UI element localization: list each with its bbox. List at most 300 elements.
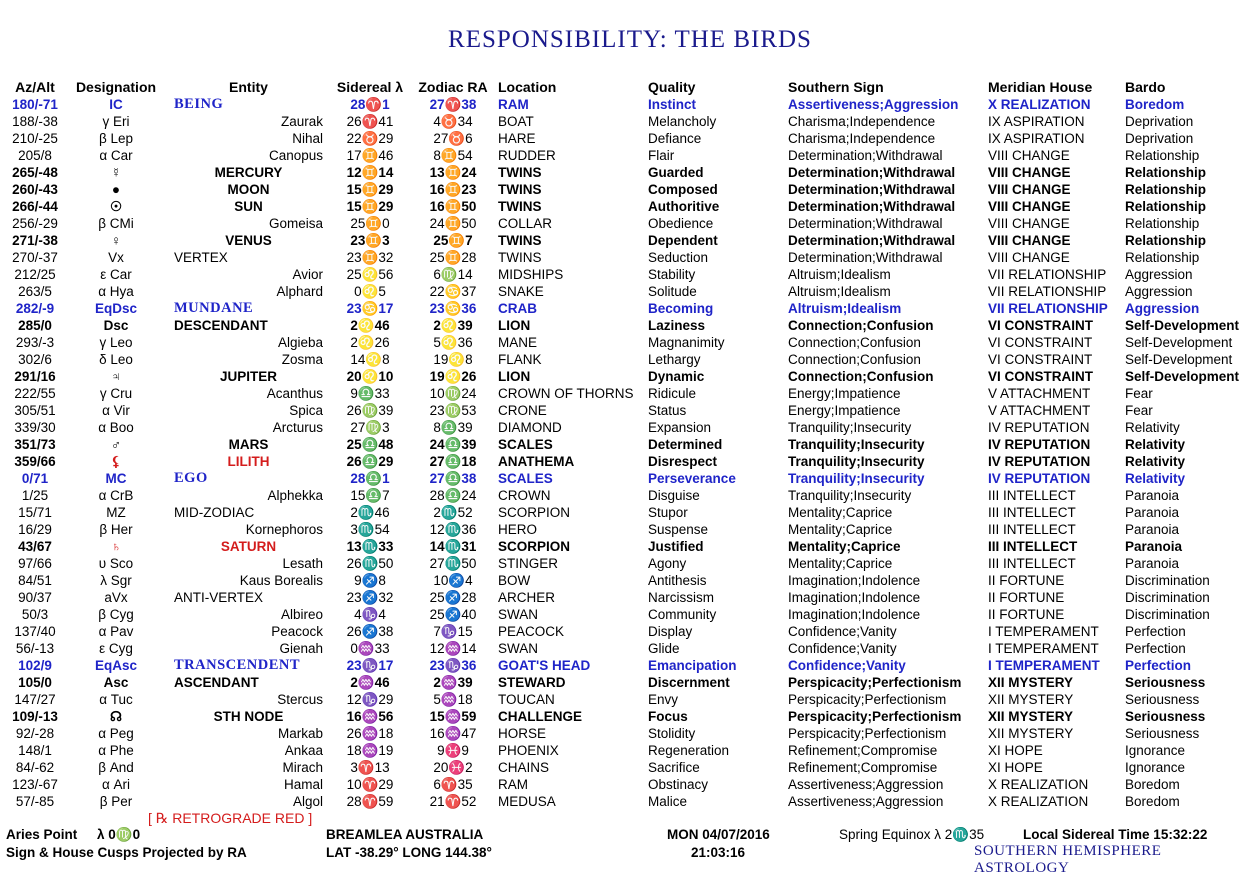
entity-cell: VERTEX	[174, 250, 228, 265]
table-body	[0, 96, 1260, 810]
location-cell: CRONE	[498, 403, 547, 418]
entity-cell: Gienah	[279, 641, 323, 656]
entity-cell: Peacock	[271, 624, 323, 639]
bardo-cell: Relationship	[1125, 199, 1207, 214]
sidereal-cell: 26♏50	[346, 556, 394, 571]
southern-sign-cell: Perspicacity;Perfectionism	[788, 709, 962, 724]
entity-cell: SATURN	[220, 539, 277, 554]
zodiac-ra-cell: 2♏52	[433, 505, 473, 520]
entity-cell: Albireo	[280, 607, 323, 622]
designation-cell: Dsc	[103, 318, 129, 333]
sidereal-cell: 28♎1	[350, 471, 390, 486]
sidereal-cell: 25♎48	[346, 437, 394, 452]
quality-cell: Narcissism	[648, 590, 714, 605]
chart-date: MON 04/07/2016	[667, 827, 770, 842]
bardo-cell: Aggression	[1125, 267, 1193, 282]
table-row	[0, 759, 1260, 776]
entity-cell: Ankaa	[284, 743, 323, 758]
az-alt-cell: 92/-28	[15, 726, 55, 741]
table-row	[0, 198, 1260, 215]
entity-cell: ANTI-VERTEX	[174, 590, 264, 605]
bardo-cell: Discrimination	[1125, 573, 1210, 588]
location-cell: LION	[498, 318, 531, 333]
southern-sign-cell: Altruism;Idealism	[788, 267, 891, 282]
table-row	[0, 215, 1260, 232]
southern-sign-cell: Altruism;Idealism	[788, 284, 891, 299]
table-row	[0, 623, 1260, 640]
southern-sign-cell: Determination;Withdrawal	[788, 233, 956, 248]
sidereal-cell: 12♊14	[346, 165, 394, 180]
sidereal-cell: 27♍3	[350, 420, 390, 435]
designation-cell: β Her	[99, 522, 133, 537]
designation-cell: β Cyg	[98, 607, 134, 622]
location-cell: TWINS	[498, 250, 542, 265]
az-alt-cell: 212/25	[14, 267, 56, 282]
table-row	[0, 402, 1260, 419]
table-row	[0, 249, 1260, 266]
table-row	[0, 96, 1260, 113]
entity-cell: Kornephoros	[245, 522, 323, 537]
location-cell: BOAT	[498, 114, 534, 129]
quality-cell: Seduction	[648, 250, 709, 265]
bardo-cell: Relativity	[1125, 437, 1186, 452]
quality-cell: Status	[648, 403, 687, 418]
entity-cell: Lesath	[282, 556, 323, 571]
quality-cell: Community	[648, 607, 717, 622]
location-cell: CHALLENGE	[498, 709, 582, 724]
zodiac-ra-cell: 10♐4	[433, 573, 473, 588]
location-cell: SCALES	[498, 471, 553, 486]
table-row	[0, 113, 1260, 130]
meridian-house-cell: I TEMPERAMENT	[988, 641, 1099, 656]
location-cell: SCALES	[498, 437, 553, 452]
designation-cell: α Vir	[102, 403, 130, 418]
meridian-house-cell: II FORTUNE	[988, 573, 1065, 588]
az-alt-cell: 210/-25	[12, 131, 58, 146]
quality-cell: Justified	[648, 539, 704, 554]
quality-cell: Flair	[648, 148, 675, 163]
zodiac-ra-cell: 16♊50	[429, 199, 477, 214]
location-cell: CHAINS	[498, 760, 550, 775]
bardo-cell: Deprivation	[1125, 131, 1194, 146]
designation-cell: β Per	[99, 794, 133, 809]
quality-cell: Lethargy	[648, 352, 701, 367]
location-cell: RUDDER	[498, 148, 556, 163]
col-southern-sign-header: Southern Sign	[788, 79, 884, 95]
sidereal-cell: 26♒18	[346, 726, 394, 741]
bardo-cell: Discrimination	[1125, 607, 1210, 622]
southern-sign-cell: Connection;Confusion	[788, 335, 921, 350]
zodiac-ra-cell: 28♎24	[429, 488, 477, 503]
bardo-cell: Discrimination	[1125, 590, 1210, 605]
quality-cell: Dynamic	[648, 369, 705, 384]
page-title: RESPONSIBILITY: THE BIRDS	[448, 26, 812, 53]
designation-cell: MZ	[106, 505, 126, 520]
designation-cell: α Hya	[98, 284, 134, 299]
sidereal-cell: 20♌10	[346, 369, 394, 384]
zodiac-ra-cell: 13♊24	[429, 165, 477, 180]
sidereal-cell: 14♌8	[350, 352, 390, 367]
designation-cell: α Pav	[98, 624, 134, 639]
az-alt-cell: 351/73	[14, 437, 56, 452]
location-name: BREAMLEA AUSTRALIA	[326, 827, 484, 842]
table-row	[0, 742, 1260, 759]
entity-cell: Arcturus	[272, 420, 323, 435]
bardo-cell: Paranoia	[1125, 505, 1180, 520]
sidereal-cell: 26♎29	[346, 454, 394, 469]
southern-sign-cell: Mentality;Caprice	[788, 539, 901, 554]
southern-sign-cell: Altruism;Idealism	[788, 301, 902, 316]
location-cell: MIDSHIPS	[498, 267, 564, 282]
zodiac-ra-cell: 27♎18	[429, 454, 477, 469]
meridian-house-cell: IV REPUTATION	[988, 471, 1091, 486]
location-cell: ARCHER	[498, 590, 556, 605]
quality-cell: Focus	[648, 709, 688, 724]
sidereal-cell: 15♊29	[346, 182, 394, 197]
az-alt-cell: 256/-29	[12, 216, 58, 231]
table-row	[0, 266, 1260, 283]
meridian-house-cell: III INTELLECT	[988, 522, 1076, 537]
table-row	[0, 538, 1260, 555]
col-zodiac-ra-header: Zodiac RA	[418, 79, 488, 95]
az-alt-cell: 205/8	[18, 148, 52, 163]
zodiac-ra-cell: 25♐40	[429, 607, 477, 622]
bardo-cell: Deprivation	[1125, 114, 1194, 129]
quality-cell: Discernment	[648, 675, 730, 690]
az-alt-cell: 339/30	[14, 420, 56, 435]
bardo-cell: Perfection	[1125, 658, 1192, 673]
southern-sign-cell: Assertiveness;Aggression	[788, 794, 944, 809]
sidereal-cell: 23♐32	[346, 590, 394, 605]
sidereal-cell: 26♐38	[346, 624, 394, 639]
bardo-cell: Relationship	[1125, 250, 1200, 265]
sidereal-cell: 23♑17	[346, 658, 394, 673]
az-alt-cell: 105/0	[18, 675, 52, 690]
meridian-house-cell: VII RELATIONSHIP	[988, 267, 1107, 282]
quality-cell: Envy	[648, 692, 679, 707]
southern-sign-cell: Connection;Confusion	[788, 369, 934, 384]
az-alt-cell: 148/1	[18, 743, 52, 758]
sidereal-cell: 0♌5	[354, 284, 386, 299]
location-cell: HERO	[498, 522, 538, 537]
meridian-house-cell: VII RELATIONSHIP	[988, 301, 1108, 316]
az-alt-cell: 271/-38	[12, 233, 58, 248]
zodiac-ra-cell: 27♎38	[429, 471, 477, 486]
table-row	[0, 164, 1260, 181]
col-azalt-header: Az/Alt	[15, 79, 55, 95]
table-row	[0, 334, 1260, 351]
zodiac-ra-cell: 16♒47	[429, 726, 477, 741]
bardo-cell: Seriousness	[1125, 692, 1200, 707]
sidereal-cell: 12♑29	[346, 692, 394, 707]
entity-cell: MOON	[227, 182, 270, 197]
southern-sign-cell: Perspicacity;Perfectionism	[788, 692, 947, 707]
location-cell: HARE	[498, 131, 536, 146]
quality-cell: Expansion	[648, 420, 712, 435]
location-cell: SNAKE	[498, 284, 544, 299]
bardo-cell: Ignorance	[1125, 760, 1186, 775]
sidereal-cell: 16♒56	[346, 709, 394, 724]
az-alt-cell: 16/29	[18, 522, 52, 537]
quality-cell: Stolidity	[648, 726, 696, 741]
sidereal-cell: 17♊46	[346, 148, 394, 163]
location-cell: HORSE	[498, 726, 547, 741]
location-cell: MANE	[498, 335, 538, 350]
southern-sign-cell: Mentality;Caprice	[788, 556, 893, 571]
retrograde-note: [ ℞ RETROGRADE RED ]	[148, 810, 313, 826]
quality-cell: Determined	[648, 437, 723, 452]
zodiac-ra-cell: 15♒59	[429, 709, 477, 724]
bardo-cell: Self-Development	[1125, 318, 1240, 333]
entity-cell: Zosma	[281, 352, 323, 367]
entity-cell: Hamal	[283, 777, 323, 792]
table-row	[0, 555, 1260, 572]
col-location-header: Location	[498, 79, 557, 95]
col-bardo-header: Bardo	[1125, 79, 1166, 95]
meridian-house-cell: III INTELLECT	[988, 505, 1076, 520]
entity-cell: Markab	[277, 726, 323, 741]
southern-sign-cell: Determination;Withdrawal	[788, 199, 956, 214]
az-alt-cell: 302/6	[18, 352, 52, 367]
zodiac-ra-cell: 9♓9	[437, 743, 469, 758]
az-alt-cell: 266/-44	[12, 199, 58, 214]
bardo-cell: Ignorance	[1125, 743, 1186, 758]
entity-cell: Alphard	[276, 284, 323, 299]
zodiac-ra-cell: 24♊50	[429, 216, 477, 231]
meridian-house-cell: XII MYSTERY	[988, 709, 1074, 724]
southern-sign-cell: Refinement;Compromise	[788, 743, 938, 758]
az-alt-cell: 188/-38	[12, 114, 58, 129]
az-alt-cell: 137/40	[14, 624, 56, 639]
bardo-cell: Paranoia	[1125, 539, 1183, 554]
meridian-house-cell: XI HOPE	[988, 760, 1043, 775]
quality-cell: Obedience	[648, 216, 714, 231]
az-alt-cell: 97/66	[18, 556, 52, 571]
location-cell: SWAN	[498, 607, 538, 622]
southern-sign-cell: Tranquility;Insecurity	[788, 437, 925, 452]
az-alt-cell: 84/51	[18, 573, 52, 588]
meridian-house-cell: XII MYSTERY	[988, 692, 1074, 707]
designation-cell: β Lep	[98, 131, 134, 146]
az-alt-cell: 263/5	[18, 284, 52, 299]
table-row	[0, 300, 1260, 317]
col-meridian-house-header: Meridian House	[988, 79, 1093, 95]
location-cell: BOW	[498, 573, 531, 588]
az-alt-cell: 291/16	[14, 369, 56, 384]
meridian-house-cell: III INTELLECT	[988, 539, 1078, 554]
designation-cell: α Peg	[98, 726, 134, 741]
zodiac-ra-cell: 20♓2	[433, 760, 473, 775]
designation-cell: IC	[109, 97, 123, 112]
sidereal-cell: 2♒46	[350, 675, 390, 690]
table-row	[0, 521, 1260, 538]
sidereal-cell: 3♏54	[350, 522, 390, 537]
meridian-house-cell: XII MYSTERY	[988, 726, 1074, 741]
sidereal-cell: 13♏33	[346, 539, 394, 554]
zodiac-ra-cell: 8♊54	[433, 148, 473, 163]
designation-cell: γ Cru	[99, 386, 133, 401]
southern-sign-cell: Imagination;Indolence	[788, 573, 921, 588]
bardo-cell: Perfection	[1125, 641, 1186, 656]
entity-cell: Canopus	[268, 148, 323, 163]
sidereal-cell: 25♌56	[346, 267, 394, 282]
meridian-house-cell: V ATTACHMENT	[988, 386, 1091, 401]
bardo-cell: Relativity	[1125, 471, 1186, 486]
entity-cell: Gomeisa	[268, 216, 323, 231]
entity-cell: Stercus	[277, 692, 323, 707]
southern-sign-cell: Assertiveness;Aggression	[788, 97, 959, 112]
location-cell: STEWARD	[498, 675, 566, 690]
entity-cell: Algol	[292, 794, 323, 809]
designation-cell: Vx	[108, 250, 124, 265]
meridian-house-cell: IX ASPIRATION	[988, 114, 1085, 129]
sidereal-cell: 2♏46	[350, 505, 390, 520]
southern-sign-cell: Mentality;Caprice	[788, 522, 893, 537]
zodiac-ra-cell: 4♉34	[433, 114, 473, 129]
az-alt-cell: 90/37	[18, 590, 52, 605]
designation-cell: ●	[111, 182, 121, 197]
location-cell: CRAB	[498, 301, 537, 316]
entity-cell: MERCURY	[214, 165, 283, 180]
bardo-cell: Aggression	[1125, 284, 1193, 299]
bardo-cell: Self-Development	[1125, 352, 1233, 367]
zodiac-ra-cell: 27♉6	[433, 131, 473, 146]
designation-cell: aVx	[104, 590, 128, 605]
quality-cell: Laziness	[648, 318, 706, 333]
quality-cell: Disrespect	[648, 454, 718, 469]
az-alt-cell: 222/55	[14, 386, 56, 401]
location-cell: MEDUSA	[498, 794, 556, 809]
designation-cell: α CrB	[98, 488, 134, 503]
zodiac-ra-cell: 22♋37	[429, 284, 477, 299]
bardo-cell: Boredom	[1125, 794, 1180, 809]
meridian-house-cell: XI HOPE	[988, 743, 1043, 758]
quality-cell: Sacrifice	[648, 760, 700, 775]
southern-sign-cell: Confidence;Vanity	[788, 641, 897, 656]
bardo-cell: Paranoia	[1125, 556, 1180, 571]
table-header	[0, 78, 1260, 96]
zodiac-ra-cell: 16♊23	[429, 182, 477, 197]
sidereal-cell: 23♊32	[346, 250, 394, 265]
zodiac-ra-cell: 14♏31	[429, 539, 477, 554]
sidereal-cell: 4♑4	[354, 607, 386, 622]
table-row	[0, 487, 1260, 504]
spring-equinox: Spring Equinox λ 2♏35	[839, 827, 985, 842]
location-cell: TWINS	[498, 233, 542, 248]
bardo-cell: Seriousness	[1125, 709, 1206, 724]
southern-sign-cell: Tranquility;Insecurity	[788, 454, 925, 469]
quality-cell: Disguise	[648, 488, 700, 503]
bardo-cell: Perfection	[1125, 624, 1186, 639]
az-alt-cell: 282/-9	[15, 301, 55, 316]
zodiac-ra-cell: 6♍14	[433, 267, 473, 282]
sidereal-cell: 18♒19	[346, 743, 394, 758]
meridian-house-cell: III INTELLECT	[988, 488, 1076, 503]
meridian-house-cell: VI CONSTRAINT	[988, 352, 1093, 367]
quality-cell: Obstinacy	[648, 777, 709, 792]
zodiac-ra-cell: 25♐28	[429, 590, 477, 605]
quality-cell: Instinct	[648, 97, 697, 112]
meridian-house-cell: VIII CHANGE	[988, 216, 1070, 231]
zodiac-ra-cell: 12♒14	[429, 641, 477, 656]
meridian-house-cell: VIII CHANGE	[988, 182, 1071, 197]
meridian-house-cell: I TEMPERAMENT	[988, 624, 1099, 639]
sidereal-cell: 23♋17	[346, 301, 394, 316]
entity-cell: Algieba	[277, 335, 323, 350]
sidereal-cell: 25♊0	[350, 216, 390, 231]
southern-sign-cell: Charisma;Independence	[788, 114, 936, 129]
entity-cell: Mirach	[282, 760, 323, 775]
location-cell: GOAT'S HEAD	[498, 658, 591, 673]
az-alt-cell: 359/66	[14, 454, 56, 469]
zodiac-ra-cell: 6♈35	[433, 777, 473, 792]
southern-sign-cell: Determination;Withdrawal	[788, 250, 943, 265]
table-row	[0, 589, 1260, 606]
meridian-house-cell: VIII CHANGE	[988, 250, 1070, 265]
sidereal-cell: 0♒33	[350, 641, 390, 656]
table-row	[0, 317, 1260, 334]
designation-cell: β And	[98, 760, 134, 775]
zodiac-ra-cell: 23♋36	[429, 301, 477, 316]
designation-cell: ⚸	[111, 454, 121, 469]
entity-cell: DESCENDANT	[174, 318, 268, 333]
bardo-cell: Self-Development	[1125, 369, 1240, 384]
location-cell: RAM	[498, 777, 528, 792]
southern-sign-cell: Connection;Confusion	[788, 352, 921, 367]
designation-cell: ε Car	[100, 267, 132, 282]
zodiac-ra-cell: 24♎39	[429, 437, 477, 452]
cusps-note: Sign & House Cusps Projected by RA	[6, 845, 247, 860]
sidereal-cell: 26♈41	[346, 114, 394, 129]
az-alt-cell: 0/71	[21, 471, 49, 486]
location-coords: LAT -38.29° LONG 144.38°	[326, 845, 492, 860]
meridian-house-cell: XII MYSTERY	[988, 675, 1074, 690]
location-cell: RAM	[498, 97, 529, 112]
southern-sign-cell: Imagination;Indolence	[788, 590, 921, 605]
location-cell: TOUCAN	[498, 692, 555, 707]
meridian-house-cell: VIII CHANGE	[988, 165, 1071, 180]
entity-cell: ASCENDANT	[174, 675, 259, 690]
location-cell: SWAN	[498, 641, 538, 656]
southern-sign-cell: Energy;Impatience	[788, 403, 901, 418]
designation-cell: ♄	[110, 539, 122, 554]
location-cell: LION	[498, 369, 531, 384]
table-row	[0, 640, 1260, 657]
bardo-cell: Seriousness	[1125, 726, 1200, 741]
southern-sign-cell: Determination;Withdrawal	[788, 182, 956, 197]
southern-sign-cell: Refinement;Compromise	[788, 760, 938, 775]
entity-cell: STH NODE	[213, 709, 284, 724]
designation-cell: EqAsc	[94, 658, 138, 673]
bardo-cell: Relationship	[1125, 148, 1200, 163]
az-alt-cell: 84/-62	[15, 760, 55, 775]
entity-cell: Nihal	[292, 131, 323, 146]
table-row	[0, 776, 1260, 793]
bardo-cell: Relationship	[1125, 233, 1207, 248]
bardo-cell: Seriousness	[1125, 675, 1206, 690]
table-row	[0, 657, 1260, 674]
designation-cell: EqDsc	[94, 301, 138, 316]
aries-point-label: Aries Point	[6, 827, 78, 842]
az-alt-cell: 1/25	[21, 488, 49, 503]
zodiac-ra-cell: 2♌39	[433, 318, 473, 333]
southern-sign-cell: Determination;Withdrawal	[788, 216, 943, 231]
quality-cell: Stupor	[648, 505, 688, 520]
table-row	[0, 504, 1260, 521]
zodiac-ra-cell: 8♎39	[433, 420, 473, 435]
designation-cell: α Phe	[98, 743, 134, 758]
zodiac-ra-cell: 12♏36	[429, 522, 477, 537]
